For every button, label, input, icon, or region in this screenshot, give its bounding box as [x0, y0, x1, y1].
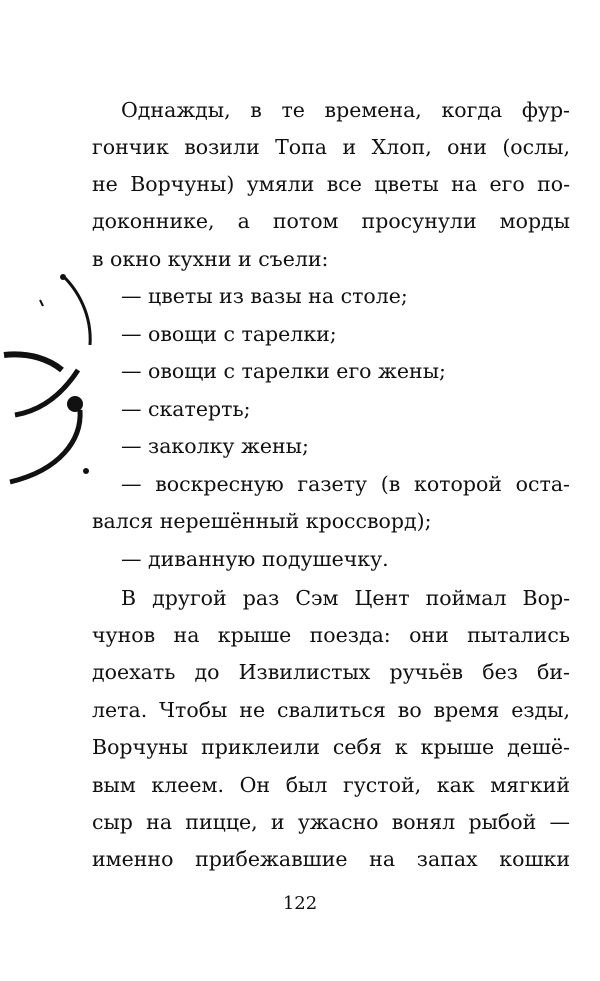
text-line: вым клеем. Он был густой, как мягкий: [92, 773, 570, 797]
text-line: сыр на пицце, и ужасно вонял рыбой —: [92, 810, 570, 834]
text-line: чунов на крыше поезда: они пытались: [92, 623, 570, 647]
list-item: — овощи с тарелки его жены;: [121, 359, 446, 383]
text-line: вался нерешённый кроссворд);: [92, 509, 432, 533]
text-line: именно прибежавшие на запах кошки: [92, 847, 570, 871]
list-item: — диванную подушечку.: [121, 547, 389, 571]
text-line: доехать до Извилистых ручьёв без би-: [92, 660, 570, 684]
page-number: 122: [282, 893, 318, 914]
list-item: — скатерть;: [121, 397, 251, 421]
list-item: — овощи с тарелки;: [121, 322, 337, 346]
text-line: доконнике, а потом просунули морды: [92, 209, 570, 233]
text-line: не Ворчуны) умяли все цветы на его по-: [92, 172, 570, 196]
list-item: — цветы из вазы на столе;: [121, 284, 408, 308]
text-line: В другой раз Сэм Цент поймал Вор-: [121, 586, 570, 610]
text-line: в окно кухни и съели:: [92, 247, 329, 271]
text-line: гончик возили Топа и Хлоп, они (ослы,: [92, 135, 570, 159]
ink-splatter-decoration: [0, 260, 130, 500]
text-line: лета. Чтобы не свалиться во время езды,: [92, 698, 570, 722]
list-item: — воскресную газету (в которой оста-: [121, 472, 570, 496]
list-item: — заколку жены;: [121, 434, 309, 458]
text-line: Ворчуны приклеили себя к крыше дешё-: [92, 735, 570, 759]
text-line: Однажды, в те времена, когда фур-: [121, 98, 570, 122]
